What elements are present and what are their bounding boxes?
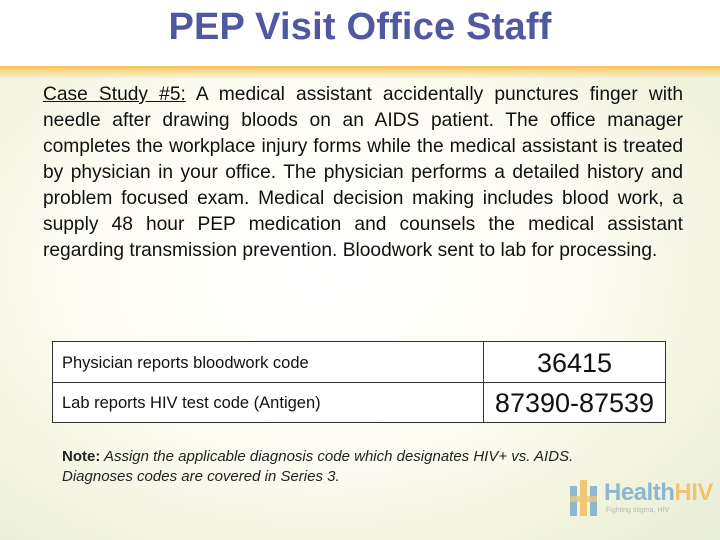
table-row (53, 342, 665, 383)
table-row (53, 382, 665, 422)
case-study-paragraph (43, 82, 683, 264)
title-underline-rule (0, 66, 720, 78)
row-code: 36415 (536, 348, 613, 378)
note-text: Assign the applicable diagnosis code which designates HIV+ vs. AIDS. Diagnoses codes are covered in Series 3. (62, 448, 574, 485)
row-code: 87390-87539 (494, 388, 655, 418)
row-label: Physician reports bloodwork code (62, 354, 309, 372)
note-paragraph (62, 447, 642, 487)
logo-name-hiv: HIV (674, 479, 713, 506)
codes-table (52, 341, 666, 423)
case-study-heading: Case Study #5: (43, 84, 186, 105)
healthhiv-logo (568, 476, 713, 522)
logo-tagline: Fighting stigma, HIV (606, 507, 670, 514)
logo-name-health: Health (604, 479, 675, 506)
case-study-text: A medical assistant accidentally punctures finger with needle after drawing bloods on an AIDS patient. The office manager completes the workplace injury forms while the medical assistant is treated by physician in your office. The physician performs a detailed history and problem focused exam. Medical decision making includes blood work, a supply 48 hour PEP medication and counsels the medical assistant regarding transmission prevention. Bloodwork sent to lab for processing. (43, 84, 683, 261)
logo-mark-icon (568, 476, 602, 520)
row-label: Lab reports HIV test code (Antigen) (62, 394, 321, 412)
slide-title: PEP Visit Office Staff (168, 6, 552, 48)
logo-wordmark (604, 479, 713, 507)
note-label: Note: (62, 448, 101, 465)
column-divider (483, 342, 484, 422)
